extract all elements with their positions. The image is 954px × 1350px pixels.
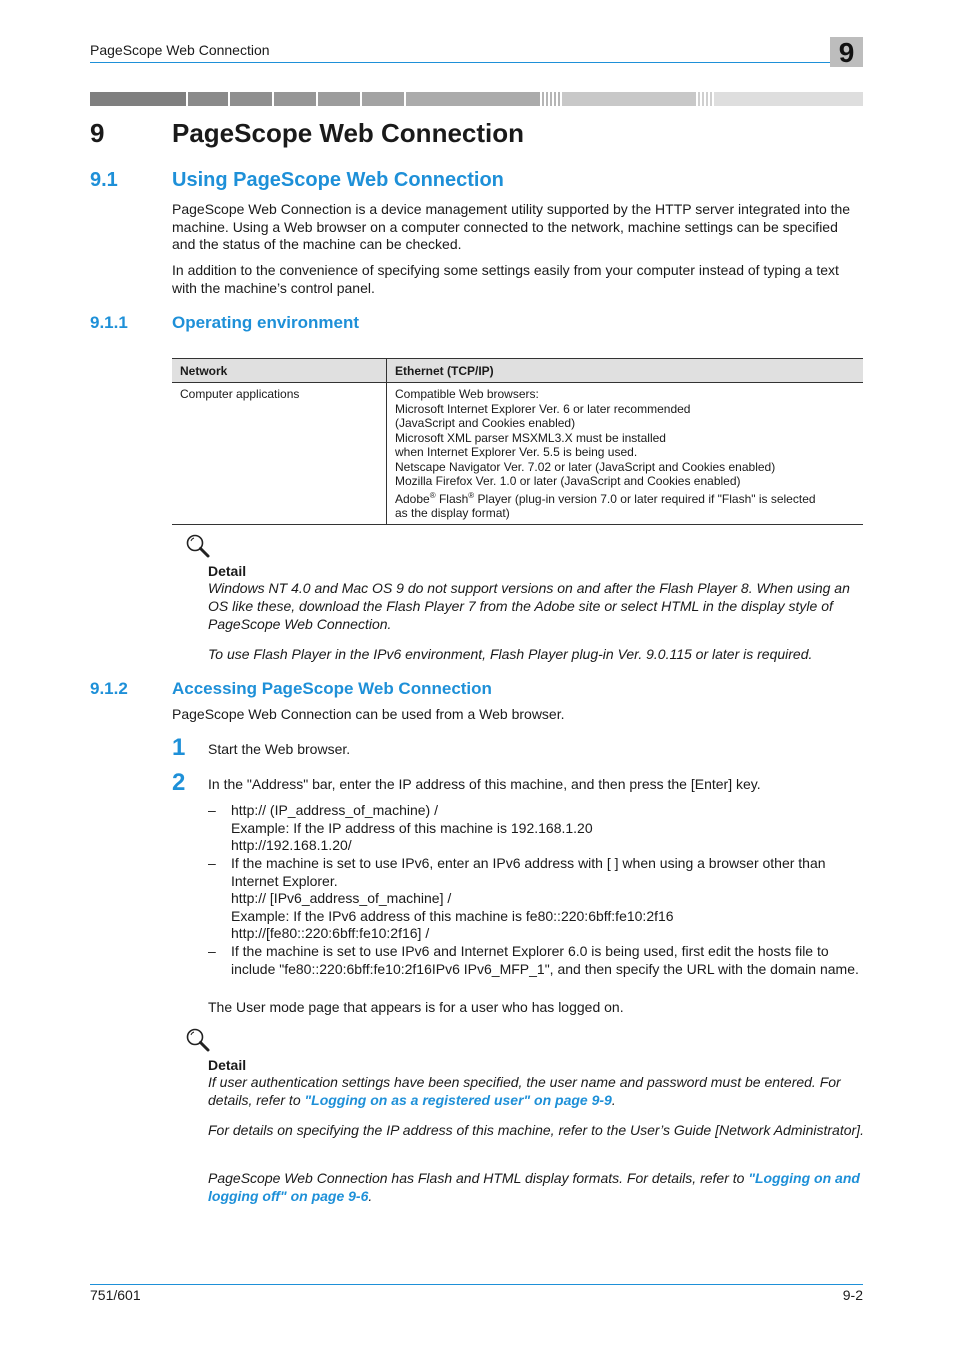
magnifier-icon (185, 533, 211, 559)
detail-note: To use Flash Player in the IPv6 environment, Flash Player plug-in Ver. 9.0.115 or later is required. (208, 646, 813, 662)
detail-title: Detail (208, 563, 247, 579)
note-text: PageScope Web Connection has Flash and HTML display formats. For details, refer to (208, 1170, 749, 1186)
section-heading-9-1 (90, 169, 850, 195)
footer-rule (90, 1284, 863, 1285)
table-header-row (172, 359, 863, 383)
section-heading-9-1-2 (90, 679, 850, 701)
bullet-dash: – (208, 802, 216, 818)
chapter-title: PageScope Web Connection (172, 118, 525, 148)
table-row-label: Computer applications (172, 383, 387, 525)
chapter-heading (90, 118, 850, 150)
table-line: Netscape Navigator Ver. 7.02 or later (JavaScript and Cookies enabled) (395, 459, 776, 474)
list-item-body (231, 855, 864, 943)
detail-note (208, 1169, 864, 1205)
paragraph: In addition to the convenience of specifying some settings easily from your computer instead of typing a text with the machine’s control panel. (172, 262, 839, 296)
registered-mark: ® (468, 490, 475, 500)
detail-title: Detail (208, 1057, 247, 1073)
step-text: Start the Web browser. (208, 741, 351, 757)
list-line: http:// [IPv6_address_of_machine] / (231, 890, 452, 906)
bullet-dash: – (208, 943, 216, 959)
table-header-cell: Ethernet (TCP/IP) (387, 359, 864, 383)
list-item (208, 855, 864, 943)
decorative-bar (90, 92, 863, 106)
adobe-text: Adobe (395, 491, 430, 506)
list-item-body (231, 943, 864, 978)
chapter-number: 9 (90, 118, 105, 148)
detail-note: Windows NT 4.0 and Mac OS 9 do not support versions on and after the Flash Player 8. When using an OS like these, download the Flash Player 7 from the Adobe site or select HTML in the display style of PageScope Web Connection. (208, 580, 850, 632)
list-line: If the machine is set to use IPv6, enter an IPv6 address with [ ] when using a browser other than Internet Explorer. (231, 855, 826, 889)
list-item (208, 943, 864, 997)
list-item-body (231, 802, 864, 855)
detail-note (208, 1073, 864, 1109)
paragraph: PageScope Web Connection can be used from a Web browser. (172, 706, 565, 722)
table-line: Mozilla Firefox Ver. 1.0 or later (JavaScript and Cookies enabled) (395, 474, 741, 488)
table-row (172, 383, 863, 525)
table-line: Microsoft XML parser MSXML3.X must be installed (395, 430, 666, 445)
table-line: (JavaScript and Cookies enabled) (395, 416, 576, 430)
table-header-cell: Network (172, 359, 387, 383)
step-text: In the "Address" bar, enter the IP address of this machine, and then press the [Enter] key. (208, 776, 761, 792)
bullet-dash: – (208, 855, 216, 871)
section-number: 9.1 (90, 169, 118, 191)
list-item (208, 802, 864, 856)
running-header: PageScope Web Connection (90, 42, 270, 58)
step-number: 1 (172, 734, 186, 761)
table-line: Microsoft Internet Explorer Ver. 6 or later recommended (395, 401, 691, 416)
player-text: Player (plug-in version 7.0 or later required if "Flash" is selected (474, 491, 816, 506)
section-number: 9.1.1 (90, 313, 128, 332)
step-number: 2 (172, 769, 186, 796)
note-text: If user authentication settings have been specified, the user name and password must be entered. For details, refer to (208, 1074, 841, 1108)
footer-page-number: 9-2 (842, 1287, 863, 1303)
link-logging-on-and-off[interactable]: "Logging on and logging off" on page 9-6 (208, 1170, 860, 1204)
list-line: http://[fe80::220:6bff:fe10:2f16] / (231, 925, 430, 941)
link-logging-on-registered-user[interactable]: "Logging on as a registered user" on page 9-9 (304, 1092, 612, 1108)
magnifier-icon (185, 1027, 211, 1053)
list-line: http://192.168.1.20/ (231, 837, 352, 853)
table-line: when Internet Explorer Ver. 5.5 is being used. (395, 445, 638, 459)
paragraph: PageScope Web Connection is a device management utility supported by the HTTP server integrated into the machine. Using a Web browser on a computer connected to the network, machine settings can be specified and the status of the machine can be checked. (172, 201, 851, 252)
note-text: . (368, 1188, 373, 1204)
note-text: . (611, 1092, 616, 1108)
flash-text: Flash (435, 491, 469, 506)
chapter-tab (830, 37, 863, 67)
header-rule (90, 62, 863, 63)
registered-mark: ® (429, 490, 436, 500)
list-line: Example: If the IP address of this machine is 192.168.1.20 (231, 819, 593, 836)
list-line: If the machine is set to use IPv6 and Internet Explorer 6.0 is being used, first edit the hosts file to include "fe80::220:6bff:fe10:2f16IPv6 IPv6_MFP_1", and then specify the URL with the domain name. (231, 943, 859, 977)
chapter-tab-number: 9 (838, 37, 855, 68)
paragraph: The User mode page that appears is for a user who has logged on. (208, 999, 624, 1015)
table-line-adobe (395, 489, 855, 507)
section-title: Operating environment (172, 313, 360, 332)
section-title: Using PageScope Web Connection (172, 169, 504, 191)
table-line: Compatible Web browsers: (395, 387, 539, 401)
list-line: http:// (IP_address_of_machine) / (231, 802, 438, 818)
table-row-value (387, 383, 864, 525)
detail-note: For details on specifying the IP address of this machine, refer to the User’s Guide [Network Administrator]. (208, 1122, 864, 1138)
section-title: Accessing PageScope Web Connection (172, 679, 492, 698)
footer-model: 751/601 (90, 1287, 141, 1303)
section-number: 9.1.2 (90, 679, 128, 698)
section-heading-9-1-1 (90, 313, 850, 335)
list-line: Example: If the IPv6 address of this machine is fe80::220:6bff:fe10:2f16 (231, 907, 674, 924)
operating-environment-table (172, 358, 863, 525)
table-line: as the display format) (395, 506, 510, 520)
